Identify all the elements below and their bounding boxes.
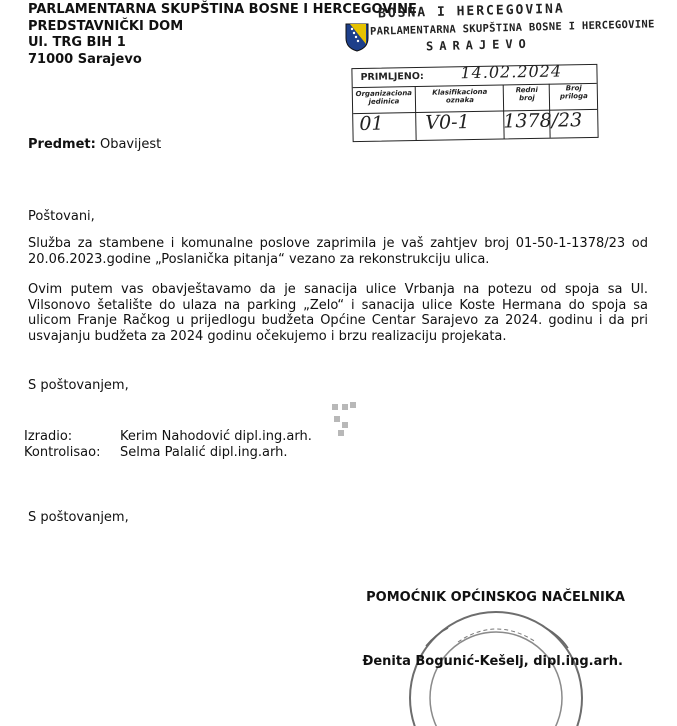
stamp-org-unit-value: 01 — [359, 112, 384, 136]
stamp-serial-value: 1378/23 — [503, 109, 583, 133]
subject-value: Obavijest — [99, 137, 162, 152]
signatory-title: POMOĆNIK OPĆINSKOG NAČELNIKA — [366, 590, 625, 605]
coat-of-arms-icon — [344, 22, 370, 52]
paragraph-1: Služba za stambene i komunalne poslove zaprimila je vaš zahtjev broj 01-50-1-1378/23 od 20.06.2023.godine „Poslanička pitanja“ vezano za rekonstrukciju ulica. — [28, 236, 648, 267]
sender-line-2: PREDSTAVNIČKI DOM — [28, 18, 184, 34]
signatory-name: Đenita Bogunić-Kešelj, dipl.ing.arh. — [362, 654, 623, 669]
stamp-col-serial: Redni broj — [515, 85, 538, 103]
sender-line-4: 71000 Sarajevo — [28, 51, 142, 67]
controlled-by-label: Kontrolisao: — [24, 445, 101, 460]
redacted-initials — [330, 396, 356, 440]
stamp-city: SARAJEVO — [425, 36, 532, 54]
stamp-registry-table — [351, 61, 598, 142]
sender-line-3: Ul. TRG BIH 1 — [28, 35, 126, 50]
controlled-by-row — [24, 445, 288, 460]
prepared-by-row — [24, 429, 312, 444]
stamp-received-date: 14.02.2024 — [460, 61, 563, 83]
stamp-col-classification: Klasifikaciona oznaka — [432, 87, 488, 105]
controlled-by-name: Selma Palalić dipl.ing.arh. — [120, 445, 288, 460]
subject-line — [28, 137, 161, 153]
stamp-received-label: PRIMLJENO: — [360, 70, 424, 83]
paragraph-2: Ovim putem vas obavještavamo da je sanacija ulice Vrbanja na potezu od spoja sa Ul. Vilsonovo šetalište do ulaza na parking „Zelo“ i sanacija ulice Koste Hermana do spoja sa ulicom Franje Račkog u prijedlogu budžeta Općine Centar Sarajevo za 2024. godinu i da pri usvajanju budžeta za 2024 godinu očekujemo i brzu realizaciju projekata. — [28, 282, 648, 344]
prepared-by-label: Izradio: — [24, 429, 73, 444]
reception-stamp — [338, 0, 655, 140]
stamp-col-org-unit: Organizaciona jedinica — [355, 89, 413, 106]
closing-1: S poštovanjem, — [28, 378, 129, 393]
stamp-institution: PARLAMENTARNA SKUPŠTINA BOSNE I HERCEGOVINE — [369, 18, 655, 38]
subject-label: Predmet: — [28, 137, 96, 152]
closing-2: S poštovanjem, — [28, 510, 129, 525]
stamp-country: BOSNA I HERCEGOVINA — [377, 1, 565, 22]
prepared-by-name: Kerim Nahodović dipl.ing.arh. — [120, 429, 312, 444]
stamp-classification-value: V0-1 — [425, 111, 470, 134]
greeting: Poštovani, — [28, 209, 95, 224]
stamp-col-attachments: Broj priloga — [559, 84, 588, 101]
sender-line-1: PARLAMENTARNA SKUPŠTINA BOSNE I HERCEGOVINE — [28, 2, 417, 17]
